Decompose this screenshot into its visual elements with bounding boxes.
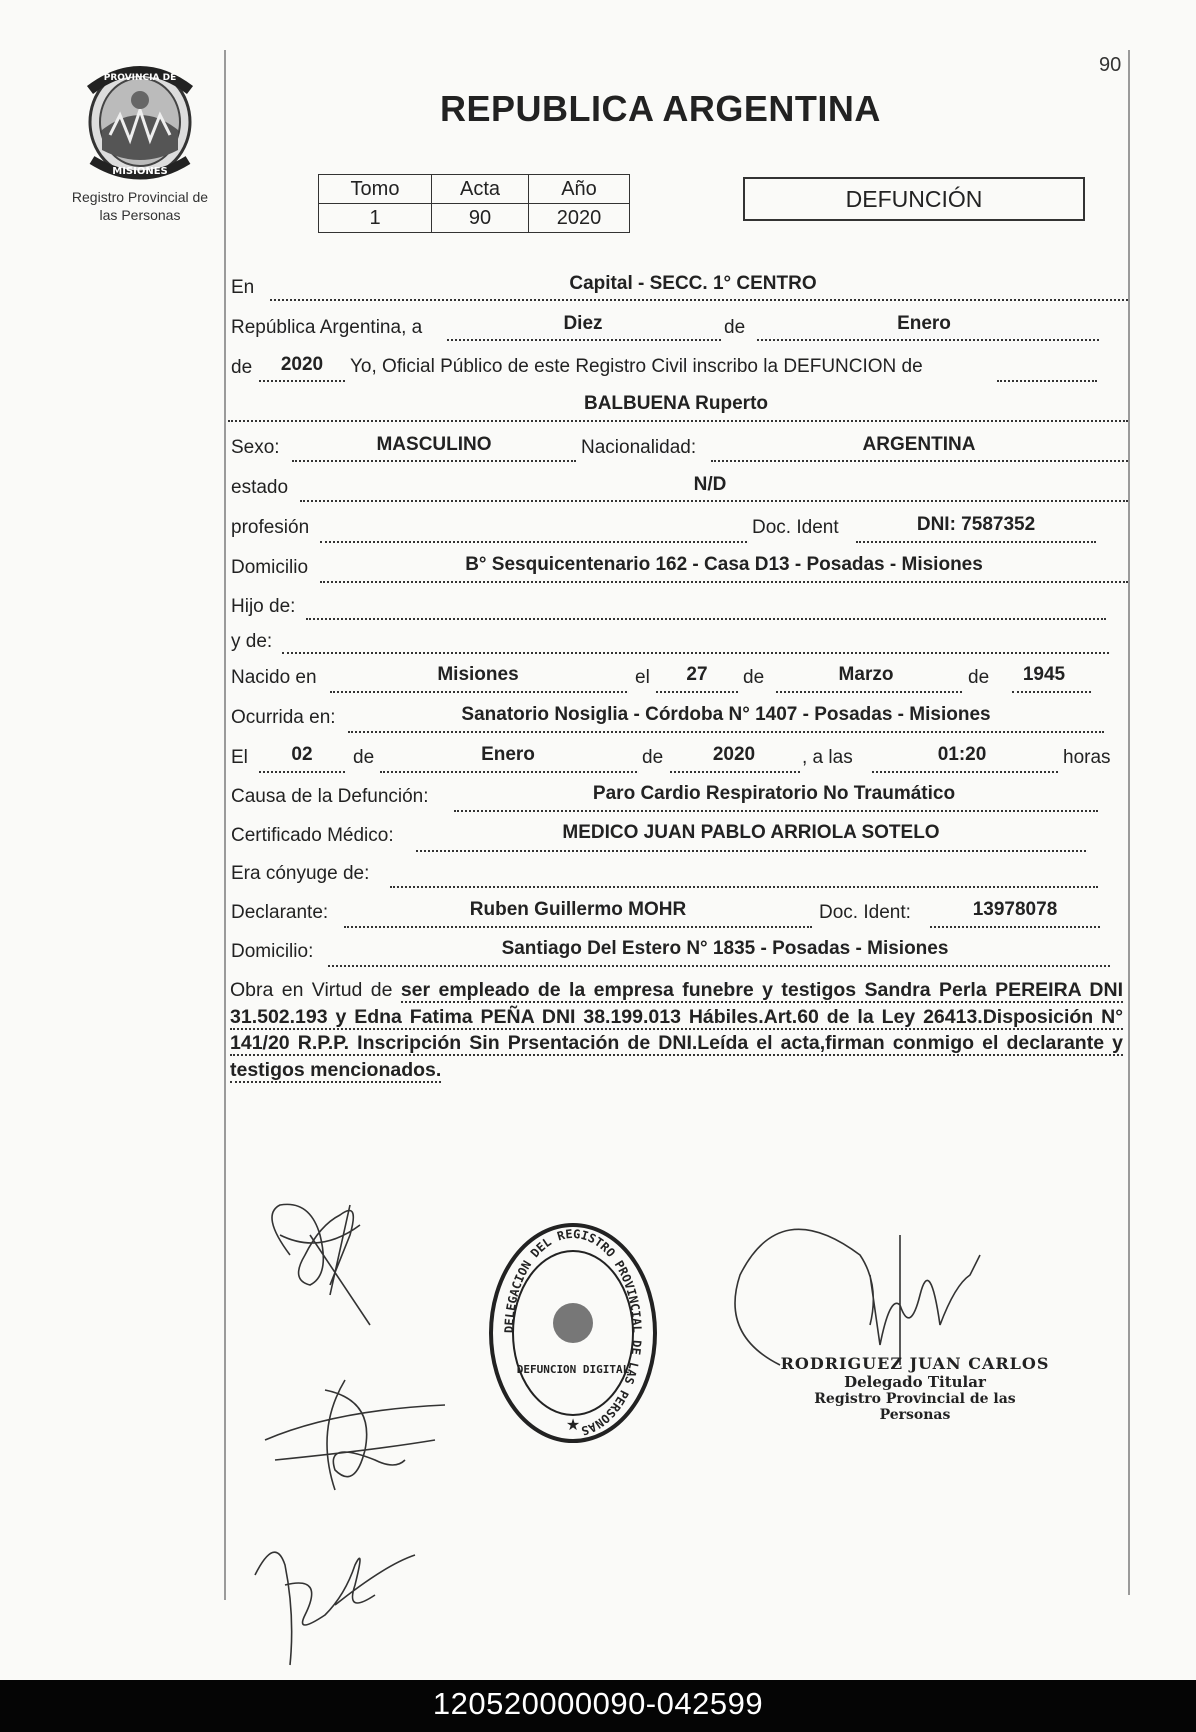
birth-day-dotted-line <box>656 691 738 693</box>
birth-month-dotted-line <box>776 691 962 693</box>
decl-doc-value: 13978078 <box>972 899 1058 920</box>
svg-text:★: ★ <box>565 1417 581 1434</box>
birth-year: 1945 <box>1022 664 1066 685</box>
page-number: 90 <box>1099 54 1122 76</box>
month-value: Enero <box>897 313 951 334</box>
death-month: Enero <box>481 744 535 765</box>
nacido-label: Nacido en <box>231 667 317 688</box>
birth-year-dotted-line <box>1012 691 1091 693</box>
causa-value: Paro Cardio Respiratorio No Traumático <box>592 783 956 804</box>
domicilio-dotted-line <box>320 581 1128 583</box>
ocurrida-value: Sanatorio Nosiglia - Córdoba N° 1407 - Posadas - Misiones <box>461 704 991 725</box>
domicilio-value: B° Sesquicentenario 162 - Casa D13 - Posadas - Misiones <box>465 554 983 575</box>
ocurrida-label: Ocurrida en: <box>231 707 336 728</box>
record-value-acta: 90 <box>432 204 529 233</box>
org-caption-line1: Registro Provincial de <box>71 189 209 205</box>
registry-seal <box>483 1218 663 1448</box>
year-dotted-line <box>259 380 345 382</box>
profesion-label: profesión <box>231 517 310 538</box>
decl-domicilio-value: Santiago Del Estero N° 1835 - Posadas - Misiones <box>501 938 949 959</box>
death-year-dotted-line <box>670 771 800 773</box>
org-caption-line2: las Personas <box>99 207 181 223</box>
right-margin-line <box>1128 50 1130 1595</box>
record-value-tomo: 1 <box>319 204 432 233</box>
declarante-dotted-line <box>344 926 812 928</box>
birth-de1-label: de <box>743 667 765 688</box>
record-header-ano: Año <box>529 175 630 204</box>
estado-value: N/D <box>693 474 727 495</box>
horas-label: horas <box>1063 747 1111 768</box>
decl-doc-label: Doc. Ident: <box>819 902 911 923</box>
birth-de2-label: de <box>968 667 990 688</box>
record-table-header-row <box>319 175 630 204</box>
nacido-dotted-line <box>330 691 627 693</box>
svg-text:DELEGACION DEL REGISTRO PROVIN: DELEGACION DEL REGISTRO PROVINCIAL DE LAS PERSONAS <box>501 1226 645 1438</box>
signature-scribble-1 <box>250 1195 430 1365</box>
sexo-label: Sexo: <box>231 437 280 458</box>
doc-ident-label: Doc. Ident <box>752 517 839 538</box>
conyuge-dotted-line <box>390 886 1098 888</box>
sexo-value: MASCULINO <box>376 434 492 455</box>
doc-ident-dotted-line <box>856 541 1096 543</box>
page-title: REPUBLICA ARGENTINA <box>440 88 881 129</box>
causa-dotted-line <box>454 810 1098 812</box>
day-value: Diez <box>563 313 603 334</box>
death-month-dotted-line <box>380 771 637 773</box>
doc-ident-value: DNI: 7587352 <box>916 514 1036 535</box>
causa-label: Causa de la Defunción: <box>231 786 429 807</box>
birth-day: 27 <box>686 664 708 685</box>
record-header-tomo: Tomo <box>319 175 432 204</box>
obra-paragraph <box>230 977 1123 1083</box>
death-de1-label: de <box>353 747 375 768</box>
org-caption <box>55 188 225 224</box>
conyuge-label: Era cónyuge de: <box>231 863 370 884</box>
hijo-label: Hijo de: <box>231 596 296 617</box>
death-year: 2020 <box>712 744 756 765</box>
profesion-dotted-line <box>320 541 747 543</box>
signature-scribble-2 <box>255 1370 455 1520</box>
hijo-dotted-line <box>306 618 1106 620</box>
month-dotted-line <box>757 339 1099 341</box>
republica-label: República Argentina, a <box>231 317 423 338</box>
province-logo <box>80 60 200 180</box>
death-time-dotted-line <box>872 771 1058 773</box>
obra-text: ser empleado de la empresa funebre y testigos Sandra Perla PEREIRA DNI 31.502.193 y Edna Fatima PEÑA DNI 38.199.013 Hábiles.Art.60 de la Ley 26413.Disposición N° 141/20 R.P.P. Inscripción Sin Prsentación de DNI.Leída el acta,firman conmigo el declarante y testigos mencionados. <box>230 979 1123 1081</box>
record-table <box>318 174 630 233</box>
death-el-label: El <box>231 747 248 768</box>
decl-domicilio-label: Domicilio: <box>231 941 314 962</box>
declarante-label: Declarante: <box>231 902 329 923</box>
record-type-box: DEFUNCIÓN <box>743 177 1085 221</box>
barcode-number: 120520000090-042599 <box>432 1686 764 1721</box>
birth-el-label: el <box>635 667 650 688</box>
sexo-dotted-line <box>292 460 576 462</box>
deceased-name: BALBUENA Ruperto <box>583 393 769 414</box>
death-day: 02 <box>291 744 313 765</box>
estado-dotted-line <box>300 500 1128 502</box>
alas-label: , a las <box>802 747 853 768</box>
left-margin-line <box>224 50 226 1600</box>
official-role: Delegado Titular <box>844 1373 986 1391</box>
yde-dotted-line <box>282 652 1109 654</box>
record-header-acta: Acta <box>432 175 529 204</box>
official-signature <box>720 1195 1040 1375</box>
nacionalidad-dotted-line <box>711 460 1128 462</box>
nacionalidad-value: ARGENTINA <box>862 434 976 455</box>
en-dotted-line <box>270 299 1128 301</box>
name-dotted-line <box>228 420 1128 422</box>
estado-label: estado <box>231 477 289 498</box>
death-time: 01:20 <box>937 744 987 765</box>
official-name: RODRIGUEZ JUAN CARLOS <box>780 1354 1050 1373</box>
official-org: Registro Provincial de las Personas <box>814 1391 1016 1423</box>
oficial-dotted-line <box>997 380 1097 382</box>
official-signature-block <box>780 1354 1050 1423</box>
certificado-value: MEDICO JUAN PABLO ARRIOLA SOTELO <box>562 822 940 843</box>
en-value: Capital - SECC. 1° CENTRO <box>569 273 817 294</box>
year-value: 2020 <box>280 354 324 375</box>
record-value-ano: 2020 <box>529 204 630 233</box>
svg-text:DEFUNCION DIGITAL: DEFUNCION DIGITAL <box>516 1363 630 1376</box>
month-de-label: de <box>724 317 746 338</box>
decl-doc-dotted-line <box>930 926 1100 928</box>
nacionalidad-label: Nacionalidad: <box>581 437 697 458</box>
ocurrida-dotted-line <box>348 731 1104 733</box>
record-table-value-row <box>319 204 630 233</box>
svg-text:PROVINCIA DE: PROVINCIA DE <box>103 73 177 83</box>
signature-scribble-3 <box>245 1525 425 1675</box>
certificado-label: Certificado Médico: <box>231 825 394 846</box>
obra-prefix: Obra en Virtud de <box>230 979 401 1001</box>
certificado-dotted-line <box>416 850 1086 852</box>
decl-domicilio-dotted-line <box>328 965 1110 967</box>
year-de-label: de <box>231 357 253 378</box>
death-de2-label: de <box>642 747 664 768</box>
nacido-value: Misiones <box>437 664 519 685</box>
yde-label: y de: <box>231 631 273 652</box>
oficial-text: Yo, Oficial Público de este Registro Civil inscribo la DEFUNCION de <box>350 356 923 377</box>
death-day-dotted-line <box>259 771 345 773</box>
declarante-value: Ruben Guillermo MOHR <box>469 899 687 920</box>
svg-text:MISIONES: MISIONES <box>112 166 168 177</box>
birth-month: Marzo <box>838 664 894 685</box>
domicilio-label: Domicilio <box>231 557 309 578</box>
en-label: En <box>231 277 255 298</box>
day-dotted-line <box>447 339 721 341</box>
